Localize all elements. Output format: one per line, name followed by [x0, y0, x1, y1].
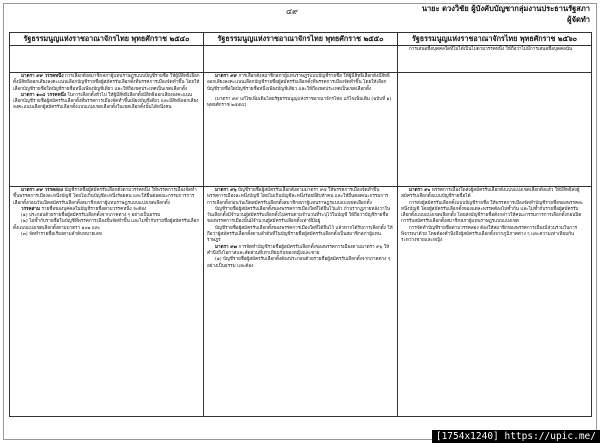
paragraph: [13, 74, 200, 93]
comparison-table: [9, 32, 592, 417]
cell-2550: [204, 46, 398, 73]
paragraph: [207, 74, 394, 93]
cell-2560: [398, 73, 592, 187]
paragraph: (๑) ประกอบด้วยรายชื่อผู้สมัครรับเลือกตั้งจากภาคต่าง ๆ อย่างเป็นธรรม: [21, 213, 161, 219]
cell-2540: [10, 46, 204, 73]
author-line-1: นายะ ดวงวิชัย ผู้บังคับบัญชากลุ่มงานประธานรัฐสภา: [421, 4, 590, 13]
paragraph: (๒) ไม่ซ้ำกับรายชื่อในบัญชีที่พรรคการเมืองอื่นจัดทำขึ้น และไม่ซ้ำกับรายชื่อผู้สมัครรับเลือกตั้งแบบแบ่งเขตเลือกตั้งตามมาตรา ๑๐๒ และ: [13, 219, 200, 231]
table-row: [10, 73, 592, 187]
cell-2560: [398, 46, 592, 73]
image-size-watermark: [1754x1240] https://upic.me/: [432, 430, 600, 443]
table-row: [10, 46, 592, 73]
paragraph-text: รายชื่อของบุคคลในบัญชีรายชื่อตามวรรคหนึ่ง จะต้อง: [41, 206, 147, 212]
author-line-2: ผู้จัดทำ: [567, 15, 590, 24]
paragraph: การส่งผู้สมัครรับเลือกตั้งแบบบัญชีรายชื่อ ให้พรรคการเมืองจัดทำบัญชีรายชื่อของพรรคละหนึ่งบัญชี โดยผู้สมัครรับเลือกตั้งของแต่ละพรรคต้องไม่ซ้ำกัน และไม่ซ้ำกับรายชื่อผู้สมัครรับเลือกตั้งแบบแบ่งเขตเลือกตั้ง โดยส่งบัญชีรายชื่อดังกล่าวให้คณะกรรมการการเลือกตั้งก่อนปิดการรับสมัครรับเลือกตั้งสมาชิกสภาผู้แทนราษฎรแบบแบ่งเขต: [401, 200, 584, 225]
page-number: ๔๙: [286, 7, 298, 16]
paragraph: บัญชีรายชื่อผู้สมัครรับเลือกตั้งของพรรคการเมืองใดที่ได้ยื่นไว้ แล้วหากได้รับการเลือกตั้ง ให้ถือว่าผู้สมัครรับเลือกตั้งตามลำดับที่ในบัญชีรายชื่อผู้สมัครรับเลือกตั้งเป็นสมาชิกสภาผู้แทนราษฎร: [207, 225, 393, 244]
section-ref: มาตรา ๙๗: [215, 244, 238, 250]
paragraph: [401, 188, 588, 201]
table-header-row: [10, 33, 592, 46]
section-ref: มาตรา ๙๙: [215, 74, 237, 79]
cell-2540: [10, 187, 204, 417]
cell-2560: [398, 187, 592, 417]
paragraph: (๓) จัดทำรายชื่อเรียงตามลำดับหมายเลข: [21, 232, 102, 238]
column-header-2550: รัฐธรรมนูญแห่งราชอาณาจักรไทย พุทธศักราช ๒๕๕๐: [204, 33, 398, 46]
column-header-2560: รัฐธรรมนูญแห่งราชอาณาจักรไทย พุทธศักราช ๒๕๖๐: [398, 33, 592, 46]
paragraph-text: บัญชีรายชื่อผู้สมัครรับเลือกตั้งตามวรรคหนึ่ง ให้พรรคการเมืองจัดทำขึ้นพรรคการเมืองละหนึ่งบัญชี โดยไม่เกินบัญชีละหนึ่งร้อยคน และให้ยื่นต่อคณะกรรมการการเลือกตั้งก่อนวันเปิดสมัครรับเลือกตั้งสมาชิกสภาผู้แทนราษฎรแบบแบ่งเขตเลือกตั้ง: [13, 188, 197, 206]
paragraph: บัญชีรายชื่อผู้สมัครรับเลือกตั้งของพรรคการเมืองใดที่ได้ยื่นไว้แล้ว ถ้าปรากฏภายหลังว่าในวันเลือกตั้งมีจำนวนผู้สมัครรับเลือกตั้งไม่ครบตามจำนวนที่ระบุไว้ในบัญชี ให้ถือว่าบัญชีรายชื่อของพรรคการเมืองนั้นมีจำนวนผู้สมัครรับเลือกตั้งเท่าที่มีอยู่: [207, 206, 390, 225]
table-row: [10, 187, 592, 417]
paragraph: การเสนอชื่อบุคคลใดที่ไม่ได้เป็นไปตามวรรคหนึ่ง ให้ถือว่าไม่มีการเสนอชื่อบุคคลนั้น: [409, 47, 573, 52]
author-credit: [422, 3, 590, 25]
section-ref: มาตรา ๑๐๔ วรรคหนึ่ง: [21, 92, 67, 98]
paragraph: (๑) บัญชีรายชื่อผู้สมัครรับเลือกตั้งต้องประกอบด้วยรายชื่อผู้สมัครรับเลือกตั้งจากภาคต่าง ๆ อย่างเป็นธรรม และต้อง: [207, 257, 391, 269]
paragraph-text: พรรคการเมืองใดส่งผู้สมัครรับเลือกตั้งแบบแบ่งเขตเลือกตั้งแล้ว ให้มีสิทธิส่งผู้สมัครรับเลือกตั้งแบบบัญชีรายชื่อได้: [401, 188, 580, 200]
paragraph-text: การเลือกตั้งสมาชิกสภาผู้แทนราษฎรแบบบัญชีรายชื่อ ให้ผู้มีสิทธิเลือกตั้งมีสิทธิออกเสียงลงคะแนนเลือกบัญชีรายชื่อผู้สมัครรับเลือกตั้งที่พรรคการเมืองจัดทำขึ้น โดยให้เลือกบัญชีรายชื่อใดบัญชีรายชื่อหนึ่งเพียงบัญชีเดียว และให้ถือเขตประเทศเป็นเขตเลือกตั้ง: [13, 74, 200, 92]
paragraph-text: การเลือกตั้งสมาชิกสภาผู้แทนราษฎรแบบบัญชีรายชื่อ ให้ผู้มีสิทธิเลือกตั้งมีสิทธิออกเสียงลงคะแนนเลือกบัญชีรายชื่อผู้สมัครรับเลือกตั้งที่พรรคการเมืองจัดทำขึ้น โดยให้เลือกบัญชีรายชื่อใดบัญชีรายชื่อหนึ่งเพียงบัญชีเดียว และให้ถือเขตประเทศเป็นเขตเลือกตั้ง: [207, 74, 390, 92]
paragraph: [207, 188, 394, 207]
section-ref: มาตรา ๙๖: [215, 188, 237, 193]
section-ref: มาตรา ๙๙ วรรคหนึ่ง: [21, 74, 64, 79]
section-ref: วรรคสาม: [21, 206, 40, 212]
cell-2540: [10, 73, 204, 187]
paragraph-text: การจัดทำบัญชีรายชื่อผู้สมัครรับเลือกตั้งของพรรคการเมืองตามมาตรา ๙๖ ให้คำนึงถึงโอกาสและสัดส่วนที่เท่าเทียมกันของหญิงและชาย: [207, 244, 390, 256]
section-ref: มาตรา ๙๐: [409, 188, 431, 193]
section-ref: มาตรา ๙๙ วรรคสอง: [21, 188, 63, 193]
paragraph: [207, 245, 394, 258]
paragraph: [13, 188, 200, 207]
cell-2550: [204, 187, 398, 417]
column-header-2540: รัฐธรรมนูญแห่งราชอาณาจักรไทย พุทธศักราช ๒๕๔๐: [10, 33, 204, 46]
cell-2550: [204, 73, 398, 187]
paragraph: [13, 93, 200, 112]
paragraph: การจัดทำบัญชีรายชื่อตามวรรคสอง ต้องให้สมาชิกของพรรคการเมืองมีส่วนร่วมในการพิจารณาด้วย โดยต้องคำนึงถึงผู้สมัครรับเลือกตั้งจากภูมิภาคต่าง ๆ และความเท่าเทียมกันระหว่างชายและหญิง: [401, 225, 578, 244]
paragraph-text: บัญชีรายชื่อผู้สมัครรับเลือกตั้งตามมาตรา ๙๕ ให้พรรคการเมืองจัดทำขึ้นพรรคการเมืองละหนึ่งบัญชี โดยไม่เกินบัญชีละหนึ่งร้อยยี่สิบห้าคน และให้ยื่นต่อคณะกรรมการการเลือกตั้งก่อนวันเปิดสมัครรับเลือกตั้งสมาชิกสภาผู้แทนราษฎรแบบแบ่งเขตเลือกตั้ง: [207, 188, 389, 206]
paragraph: (มาตรา ๙๙ แก้ไขเพิ่มเติมโดยรัฐธรรมนูญแห่งราชอาณาจักรไทย แก้ไขเพิ่มเติม (ฉบับที่ ๑) พุทธศักราช ๒๕๕๔): [207, 96, 392, 109]
paragraph-text: ในการเลือกตั้งทั่วไป ให้ผู้มีสิทธิเลือกตั้งมีสิทธิออกเสียงลงคะแนนเลือกบัญชีรายชื่อผู้สมัครรับเลือกตั้งที่พรรคการเมืองจัดทำขึ้นเพียงบัญชีเดียว และมีสิทธิออกเสียงลงคะแนนเลือกผู้สมัครรับเลือกตั้งแบบแบ่งเขตเลือกตั้งในเขตเลือกตั้งนั้นได้หนึ่งคน: [13, 92, 199, 111]
